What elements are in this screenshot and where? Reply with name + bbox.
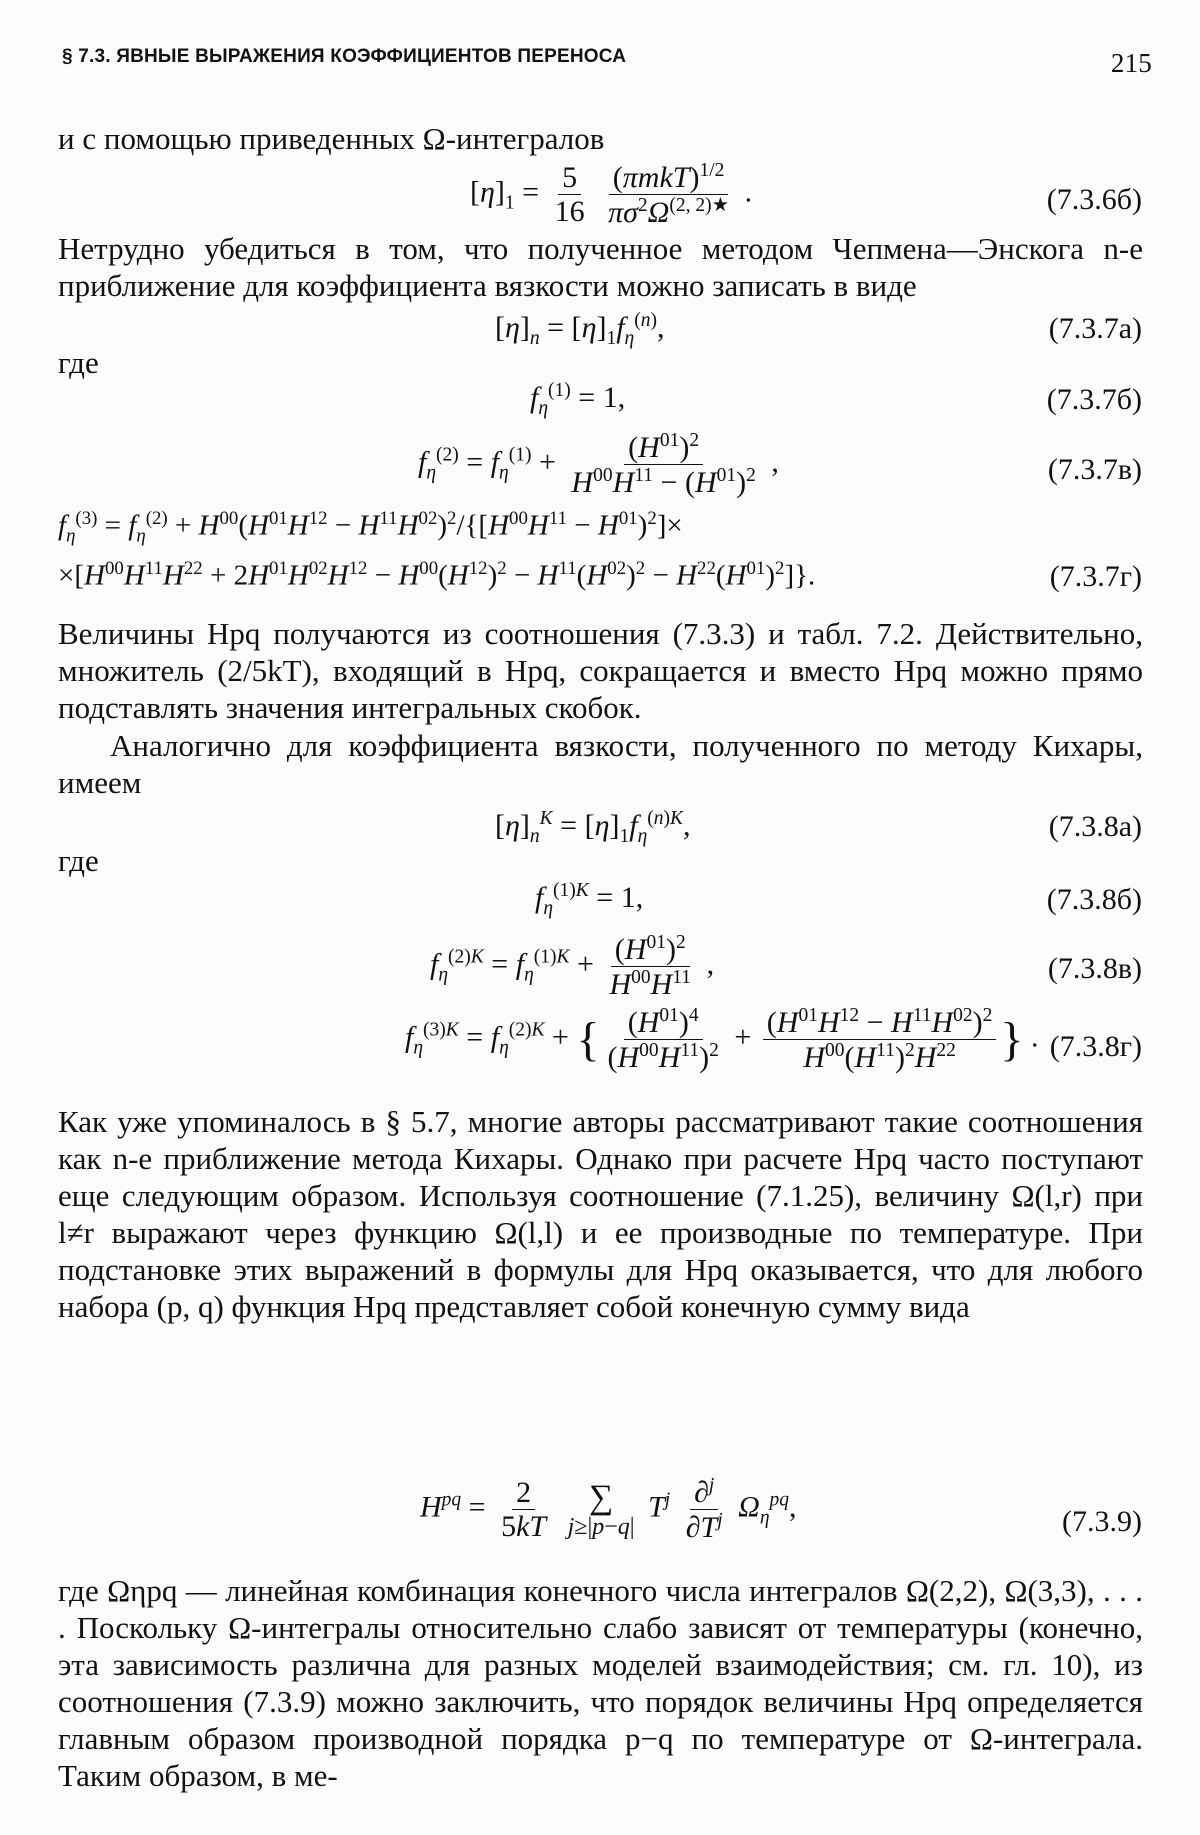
eq-number-7-3-9: (7.3.9)	[1062, 1505, 1142, 1538]
eq-number-7-3-8c: (7.3.8в)	[1047, 952, 1142, 985]
running-header	[62, 46, 1152, 78]
paragraph-6: где Ωηpq — линейная комбинация конечного числа интегралов Ω(2,2), Ω(3,3), . . . . Поскольку Ω-интегралы относительно слабо зависят от температуры (конечно, эта зависимость различна для разных моделей взаимодействия; см. гл. 10), из соотношения (7.3.9) можно заключить, что порядок величины Hpq определяется главным образом производной порядка p−q по температуре от Ω-интеграла. Таким образом, в ме-	[58, 1573, 1143, 1793]
equation-7-3-7d-line-1: $f_\eta^{(3)} = f_\eta^{(2)} + H^{00}(H^{01}H^{12} - H^{11}H^{02})^2/\{[H^{00}H^{11} - H^{01})^2]\times$	[58, 508, 683, 547]
where-1: где	[58, 345, 99, 380]
equation-7-3-8d: $f_\eta^{(3)K} = f_\eta^{(2)K}$ + { $\frac{(H^{01})^4}{(H^{00}H^{11})^2}$ + $\frac{(H^{01}H^{12} - H^{11}H^{02})^2}{H^{00}(H^{11})^2H^{22}}$ } .	[405, 1005, 1039, 1074]
paragraph-4: Аналогично для коэффициента вязкости, полученного по методу Кихары, имеем	[58, 728, 1143, 800]
equation-7-3-8b: $f_\eta^{(1)K} = 1$,	[535, 880, 644, 919]
paragraph-1: и с помощью приведенных Ω-интегралов	[58, 121, 605, 156]
eq-number-7-3-7d: (7.3.7г)	[1049, 560, 1142, 593]
equation-7-3-7d-line-2: $\times[H^{00}H^{11}H^{22} + 2H^{01}H^{02}H^{12} - H^{00}(H^{12})^2 - H^{11}(H^{02})^2 - H^{22}(H^{01})^2]$}.	[58, 558, 816, 592]
paragraph-2: Нетрудно убедиться в том, что полученное методом Чепмена—Энскога n-е приближение для коэффициента вязкости можно записать в виде	[58, 231, 1143, 303]
running-title: § 7.3. ЯВНЫЕ ВЫРАЖЕНИЯ КОЭФФИЦИЕНТОВ ПЕРЕНОСА	[62, 46, 627, 67]
page-number: 215	[1110, 48, 1152, 78]
eq-number-7-3-8a: (7.3.8а)	[1048, 810, 1142, 843]
equation-7-3-8a: $[\eta]_n^K = [\eta]_1f_\eta^{(n)K}$,	[495, 808, 691, 847]
equation-7-3-7b: $f_\eta^{(1)} = 1$,	[530, 380, 626, 419]
equation-7-3-8c: $f_\eta^{(2)K} = f_\eta^{(1)K}$ + $\frac{(H^{01})^2}{H^{00}H^{11}}$ ,	[430, 932, 715, 1001]
equation-7-3-9: $H^{pq}$ = $\frac{2}{5kT}$ ∑ j≥|p−q| $T^j$ $\frac{\partial^j}{\partial T^j}$ $\Omega_\eta^{pq}$,	[420, 1475, 797, 1544]
equation-7-3-6b: $[\eta]_1$ = $\frac{5}{16}$ $\frac{(\pi mkT)^{1/2}}{\pi\sigma^2\Omega^{(2, 2)★}}$ .	[470, 160, 753, 229]
eq-number-7-3-7b: (7.3.7б)	[1046, 383, 1142, 416]
eq-number-7-3-8d: (7.3.8г)	[1049, 1030, 1142, 1063]
eq-number-7-3-6b: (7.3.6б)	[1046, 183, 1142, 216]
equation-7-3-7a: $[\eta]_n = [\eta]_1f_\eta^{(n)}$,	[495, 310, 665, 349]
where-2: где	[58, 843, 99, 878]
equation-7-3-7c: $f_\eta^{(2)} = f_\eta^{(1)}$ + $\frac{(H^{01})^2}{H^{00}H^{11} - (H^{01})^2}$ ,	[418, 430, 779, 499]
paragraph-3: Величины Hpq получаются из соотношения (7.3.3) и табл. 7.2. Действительно, множитель (2/5kT), входящий в Hpq, сокращается и вместо Hpq можно прямо подставлять значения интегральных скобок.	[58, 616, 1143, 725]
eq-number-7-3-7a: (7.3.7а)	[1048, 312, 1142, 345]
eq-number-7-3-7c: (7.3.7в)	[1047, 453, 1142, 486]
eq-number-7-3-8b: (7.3.8б)	[1046, 883, 1142, 916]
paragraph-5: Как уже упоминалось в § 5.7, многие авторы рассматривают такие соотношения как n-е приближение метода Кихары. Однако при расчете Hpq часто поступают еще следующим образом. Используя соотношение (7.1.25), величину Ω(l,r) при l≠r выражают через функцию Ω(l,l) и ее производные по температуре. При подстановке этих выражений в формулы для Hpq оказывается, что для любого набора (p, q) функция Hpq представляет собой конечную сумму вида	[58, 1104, 1143, 1324]
